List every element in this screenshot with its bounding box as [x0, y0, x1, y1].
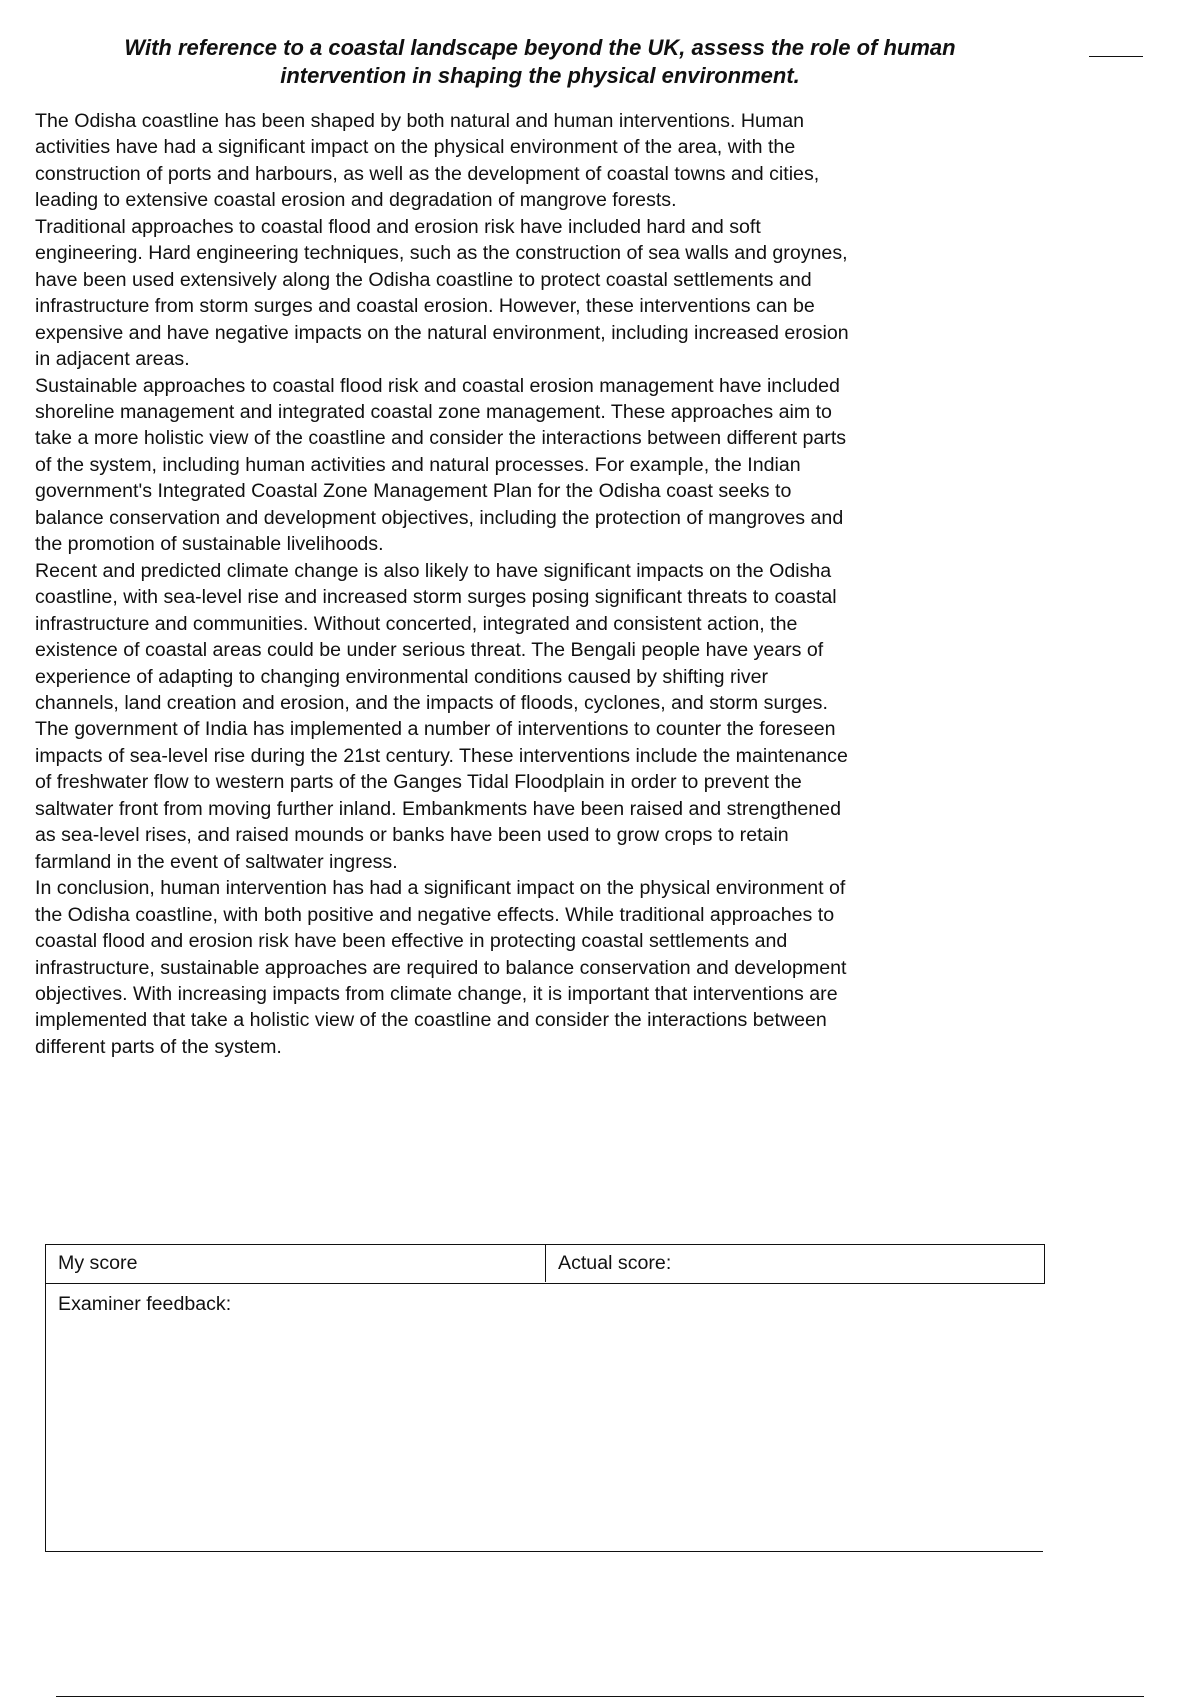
essay-paragraph: Traditional approaches to coastal flood and erosion risk have included hard and soft engineering. Hard engineering techniques, such as the construction of sea walls and groynes, have been used extensively along the Odisha coastline to protect coastal settlements and infrastructure from storm surges and coastal erosion. However, these interventions can be expensive and have negative impacts on the natural environment, including increased erosion in adjacent areas.: [35, 215, 849, 371]
score-table: [45, 1244, 1045, 1552]
top-right-rule: [1089, 56, 1143, 57]
essay-paragraph: The Odisha coastline has been shaped by both natural and human interventions. Human activities have had a significant impact on the physical environment of the area, with the construction of ports and harbours, as well as the development of coastal towns and cities, leading to extensive coastal erosion and degradation of mangrove forests.: [35, 110, 820, 212]
actual-score-cell[interactable]: [545, 1245, 1043, 1282]
actual-score-label: Actual score:: [558, 1252, 672, 1274]
essay-body: [35, 108, 850, 1060]
my-score-cell[interactable]: [46, 1245, 545, 1282]
examiner-feedback-label: Examiner feedback:: [58, 1293, 232, 1315]
essay-paragraph: The government of India has implemented a number of interventions to counter the foreseen impacts of sea-level rise during the 21st century. These interventions include the maintenance of freshwater flow to western parts of the Ganges Tidal Floodplain in order to prevent the saltwater front from moving further inland. Embankments have been raised and strengthened as sea-level rises, and raised mounds or banks have been used to grow crops to retain farmland in the event of saltwater ingress.: [35, 718, 848, 873]
my-score-label: My score: [58, 1252, 138, 1274]
score-row: [45, 1244, 1045, 1284]
essay-paragraph: Sustainable approaches to coastal flood risk and coastal erosion management have included shoreline management and integrated coastal zone management. These approaches aim to take a more holistic view of the coastline and consider the interactions between different parts of the system, including human activities and natural processes. For example, the Indian government's Integrated Coastal Zone Management Plan for the Odisha coast seeks to balance conservation and development objectives, including the protection of mangroves and the promotion of sustainable livelihoods.: [35, 374, 847, 556]
footer-rule: [56, 1696, 1144, 1697]
essay-paragraph: In conclusion, human intervention has had a significant impact on the physical environment of the Odisha coastline, with both positive and negative effects. While traditional approaches to coastal flood and erosion risk have been effective in protecting coastal settlements and infrastructure, sustainable approaches are required to balance conservation and development objectives. With increasing impacts from climate change, it is important that interventions are implemented that take a holistic view of the coastline and consider the interactions between different parts of the system.: [35, 877, 847, 1058]
essay-paragraph: Recent and predicted climate change is also likely to have significant impacts on the Odisha coastline, with sea-level rise and increased storm surges posing significant threats to coastal infrastructure and communities. Without concerted, integrated and consistent action, the existence of coastal areas could be under serious threat. The Bengali people have years of experience of adapting to changing environmental conditions caused by shifting river channels, land creation and erosion, and the impacts of floods, cyclones, and storm surges.: [35, 559, 837, 714]
examiner-feedback-box[interactable]: [45, 1284, 1043, 1552]
question-title: With reference to a coastal landscape beyond the UK, assess the role of human intervention in shaping the physical environment.: [124, 35, 956, 88]
